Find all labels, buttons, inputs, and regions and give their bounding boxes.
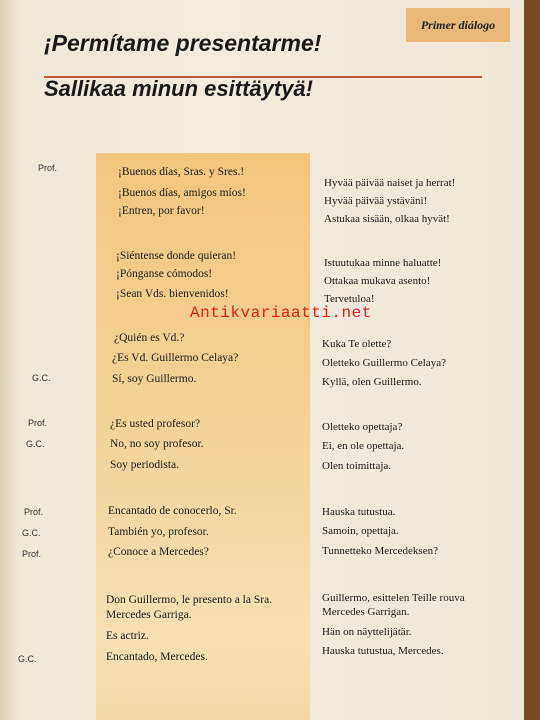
spanish-line: Encantado, Mercedes. <box>106 651 208 663</box>
spanish-line: No, no soy profesor. <box>110 438 204 450</box>
finnish-line: Guillermo, esittelen Teille rouva Mercedes Garrigan. <box>322 592 465 618</box>
finnish-line: Kyllä, olen Guillermo. <box>322 376 422 388</box>
spanish-line: ¿Es Vd. Guillermo Celaya? <box>112 352 239 364</box>
finnish-line: Hän on näyttelijätär. <box>322 626 412 638</box>
speaker-label: G.C. <box>22 528 41 538</box>
finnish-line: Tunnetteko Mercedeksen? <box>322 545 438 557</box>
page-gutter-shadow <box>0 0 18 720</box>
watermark-text: Antikvariaatti.net <box>190 304 372 322</box>
spanish-line: ¡Buenos días, Sras. y Sres.! <box>118 166 245 178</box>
finnish-line: Ottakaa mukava asento! <box>324 275 431 287</box>
finnish-line: Tervetuloa! <box>324 293 375 305</box>
speaker-label: Prof. <box>38 163 58 173</box>
spanish-line: ¡Pónganse cómodos! <box>116 268 213 280</box>
finnish-line: Hyvää päivää naiset ja herrat! <box>324 177 456 189</box>
finnish-line: Samoin, opettaja. <box>322 525 399 537</box>
spanish-line: ¿Es usted profesor? <box>110 418 201 430</box>
finnish-line: Hauska tutustua, Mercedes. <box>322 645 444 657</box>
spanish-line: También yo, profesor. <box>108 526 209 538</box>
section-tab: Primer diálogo <box>406 8 510 42</box>
finnish-line: Olen toimittaja. <box>322 460 392 472</box>
spanish-line: Sí, soy Guillermo. <box>112 373 197 385</box>
spanish-line: Encantado de conocerlo, Sr. <box>108 505 237 517</box>
title-spanish: ¡Permítame presentarme! <box>44 30 322 56</box>
spanish-line: ¡Entren, por favor! <box>118 205 205 217</box>
speaker-label: Prof. <box>28 418 48 428</box>
finnish-line: Kuka Te olette? <box>322 338 392 350</box>
spanish-line: Soy periodista. <box>110 459 179 471</box>
spanish-line: ¿Conoce a Mercedes? <box>108 546 209 558</box>
speaker-label: G.C. <box>18 654 37 664</box>
finnish-line: Hauska tutustua. <box>322 506 396 518</box>
speaker-label: Prof. <box>22 549 42 559</box>
finnish-line: Oletteko Guillermo Celaya? <box>322 357 447 369</box>
finnish-line: Ei, en ole opettaja. <box>322 440 405 452</box>
spanish-line: Don Guillermo, le presento a la Sra. Mercedes Garriga. <box>106 594 273 621</box>
speaker-label: Prof. <box>24 507 44 517</box>
spanish-line: ¡Siéntense donde quieran! <box>116 250 237 262</box>
finnish-line: Astukaa sisään, olkaa hyvät! <box>324 213 450 225</box>
finnish-line: Hyvää päivää ystäväni! <box>324 195 428 207</box>
speaker-label: G.C. <box>32 373 51 383</box>
finnish-line: Oletteko opettaja? <box>322 421 403 433</box>
spanish-line: ¿Quién es Vd.? <box>114 332 185 344</box>
spanish-line: ¡Sean Vds. bienvenidos! <box>116 288 229 300</box>
finnish-line: Istuutukaa minne haluatte! <box>324 257 442 269</box>
spanish-line: ¡Buenos días, amigos míos! <box>118 187 246 199</box>
title-finnish: Sallikaa minun esittäytyä! <box>44 76 313 101</box>
speaker-label: G.C. <box>26 439 45 449</box>
spanish-line: Es actriz. <box>106 630 149 642</box>
